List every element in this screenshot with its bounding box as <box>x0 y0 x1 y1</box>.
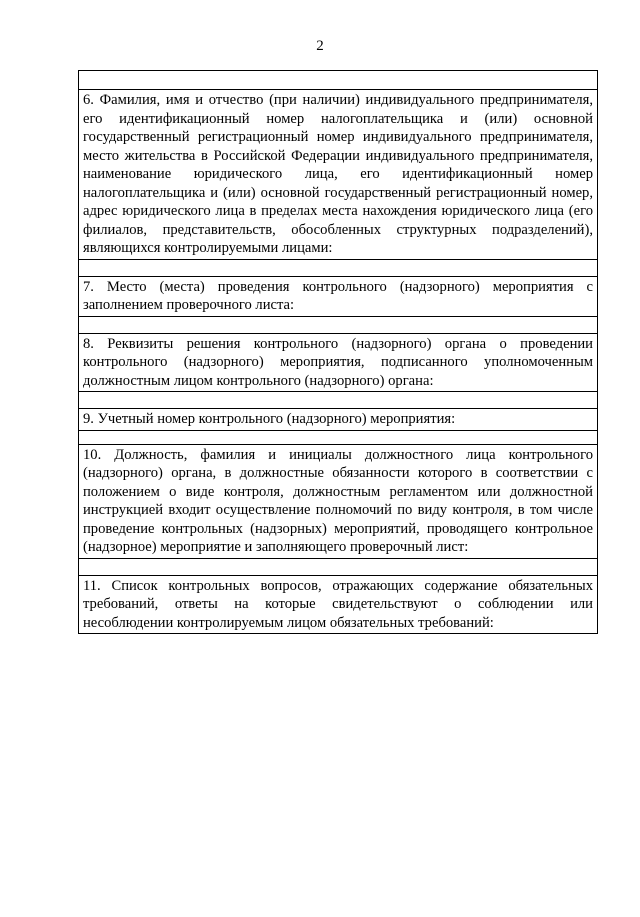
blank-answer-row[interactable] <box>79 431 597 445</box>
form-table <box>78 70 598 634</box>
field-9-registration-number: 9. Учетный номер контрольного (надзорного) мероприятия: <box>79 409 597 431</box>
blank-answer-row[interactable] <box>79 260 597 277</box>
field-10-official-details: 10. Должность, фамилия и инициалы должностного лица контрольного (надзорного) органа, в должностные обязанности которого в соответствии с положением о виде контроля, должностным регламентом или должностной инструкцией входит осуществление полномочий по виду контроля, в том числе проведение контрольных (надзорных) мероприятий, проводящего контрольное (надзорное) мероприятие и заполняющего проверочный лист: <box>79 445 597 559</box>
field-11-control-questions-list: 11. Список контрольных вопросов, отражающих содержание обязательных требований, ответы на которые свидетельствуют о соблюдении или несоблюдении контролируемым лицом обязательных требований: <box>83 577 593 631</box>
blank-answer-row[interactable] <box>79 71 597 90</box>
field-6-entrepreneur-legal-entity-details: 6. Фамилия, имя и отчество (при наличии) индивидуального предпринимателя, его идентификационный номер налогоплательщика и (или) основной государственный регистрационный номер индивидуального предпринимателя, место жительства в Российской Федерации индивидуального предпринимателя, наименование юридического лица, его идентификационный номер налогоплательщика и (или) основной государственный регистрационный номер, адрес юридического лица в пределах места нахождения юридического лица (его филиалов, представительств, обособленных структурных подразделений), являющихся контролируемыми лицами: <box>79 90 597 260</box>
blank-answer-row[interactable] <box>79 559 597 576</box>
blank-answer-row[interactable] <box>79 317 597 334</box>
field-8-decision-requisites: 8. Реквизиты решения контрольного (надзорного) органа о проведении контрольного (надзорного) мероприятия, подписанного уполномоченным должностным лицом контрольного (надзорного) органа: <box>79 334 597 393</box>
blank-answer-row[interactable] <box>79 392 597 409</box>
page-number: 2 <box>316 38 324 54</box>
field-7-inspection-location: 7. Место (места) проведения контрольного (надзорного) мероприятия с заполнением проверочного листа: <box>79 277 597 317</box>
